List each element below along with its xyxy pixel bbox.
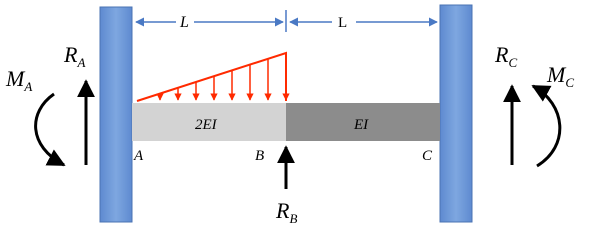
left-wall [100, 7, 132, 222]
distributed-load [137, 53, 286, 101]
point-label-c: C [422, 148, 433, 164]
moment-a-label: $M_A$ [6, 66, 33, 94]
moment-a [5, 66, 64, 165]
reaction-force-a [63, 42, 86, 165]
point-label-a: A [134, 148, 144, 164]
segment-bc-stiffness: EI [354, 117, 369, 133]
moment-c-arrow [533, 86, 560, 166]
right-wall [440, 5, 472, 222]
segment-ab-stiffness: 2EI [195, 117, 217, 133]
reaction-force-c [494, 42, 517, 165]
dimension-label-left: L [180, 14, 189, 31]
reaction-b-label: $R_B$ [276, 198, 298, 226]
point-label-b: B [255, 148, 265, 164]
moment-a-arrow [36, 94, 64, 165]
reaction-a-label: $R_A$ [64, 42, 86, 70]
moment-c [533, 62, 574, 166]
moment-c-label: $M_C$ [547, 62, 574, 90]
dimension-lines [136, 10, 437, 32]
reaction-force-b [275, 147, 297, 226]
dimension-label-right: L [338, 15, 348, 31]
reaction-c-label: $R_C$ [495, 42, 518, 70]
